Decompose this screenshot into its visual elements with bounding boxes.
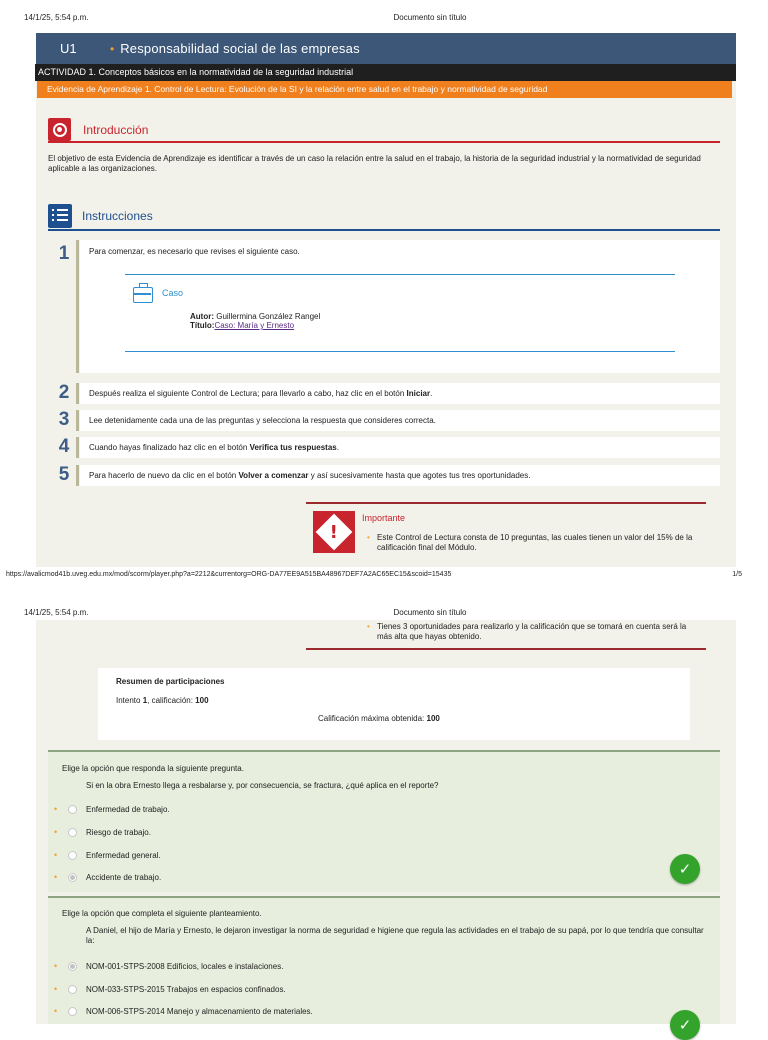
option[interactable]: • NOM-006-STPS-2014 Manejo y almacenamiento de materiales. xyxy=(54,1006,313,1016)
question-prompt: Elige la opción que completa el siguiente planteamiento. xyxy=(62,909,262,918)
intro-text: El objetivo de esta Evidencia de Aprendizaje es identificar a través de un caso la relación entre la salud en el trabajo, la historia de la seguridad industrial y la normatividad de seguridad aplicable a las organizaciones. xyxy=(48,154,701,173)
step-number: 3 xyxy=(58,409,70,430)
important-bullet-1: • Este Control de Lectura consta de 10 preguntas, las cuales tienen un valor del 15% de la calificación final del Módulo. xyxy=(377,533,697,552)
step-bar xyxy=(76,383,79,404)
radio-button[interactable] xyxy=(68,985,77,994)
step-1 xyxy=(50,240,720,373)
step-text-box: Después realiza el siguiente Control de Lectura; para llevarlo a cabo, haz clic en el botón Iniciar. xyxy=(80,383,720,404)
important-bottom-line xyxy=(306,648,706,650)
option[interactable]: • Enfermedad general. xyxy=(54,850,161,860)
radio-button-selected[interactable] xyxy=(68,962,77,971)
question-2 xyxy=(48,896,720,1034)
step-2 xyxy=(50,383,720,404)
instructions-divider xyxy=(48,229,720,231)
instructions-title: Instrucciones xyxy=(82,209,153,223)
important-title: Importante xyxy=(362,513,406,523)
evidence-bar: Evidencia de Aprendizaje 1. Control de Lectura: Evolución de la SI y la relación entre salud en el trabajo y normatividad de seguridad xyxy=(37,81,732,98)
question-text: Si en la obra Ernesto llega a resbalarse y, por consecuencia, se fractura, ¿qué aplica en el reporte? xyxy=(86,781,439,790)
radio-button[interactable] xyxy=(68,805,77,814)
option[interactable]: • Enfermedad de trabajo. xyxy=(54,804,170,814)
case-top-line xyxy=(125,274,675,275)
option[interactable]: • Riesgo de trabajo. xyxy=(54,827,151,837)
print-date: 14/1/25, 5:54 p.m. xyxy=(24,608,89,617)
intro-header xyxy=(48,118,148,141)
radio-button[interactable] xyxy=(68,851,77,860)
activity-bar: ACTIVIDAD 1. Conceptos básicos en la normatividad de la seguridad industrial xyxy=(35,64,736,81)
radio-button[interactable] xyxy=(68,828,77,837)
unit-label: U1 xyxy=(60,41,77,56)
step-number: 1 xyxy=(58,243,70,264)
radio-button[interactable] xyxy=(68,1007,77,1016)
course-title: Responsabilidad social de las empresas xyxy=(120,41,360,56)
unit-bar xyxy=(36,33,736,64)
case-link[interactable]: Caso: María y Ernesto xyxy=(214,321,295,330)
step-number: 4 xyxy=(58,436,70,457)
important-bullet-2: • Tienes 3 oportunidades para realizarlo y la calificación que se tomará en cuenta será la más alta que hayas obtenido. xyxy=(377,622,697,641)
print-header-2 xyxy=(0,595,768,615)
page-2 xyxy=(36,620,736,1034)
step-text-box xyxy=(80,240,720,373)
print-page-number: 1/5 xyxy=(732,571,742,578)
step-number: 2 xyxy=(58,382,70,403)
case-meta xyxy=(190,312,320,330)
summary-max: Calificación máxima obtenida: 100 xyxy=(318,714,440,723)
option[interactable]: • Accidente de trabajo. xyxy=(54,872,162,882)
author-name: Guillermina González Rangel xyxy=(214,312,321,321)
print-header xyxy=(0,0,768,20)
step-bar xyxy=(76,410,79,431)
correct-check-icon: ✓ xyxy=(670,854,700,884)
location-pin-icon xyxy=(48,118,71,141)
author-label: Autor: xyxy=(190,312,214,321)
step-text-box: Lee detenidamente cada una de las preguntas y selecciona la respuesta que consideres correcta. xyxy=(80,410,720,431)
question-1 xyxy=(48,750,720,892)
summary-title: Resumen de participaciones xyxy=(116,677,225,686)
summary-attempt: Intento 1, calificación: 100 xyxy=(116,696,209,705)
step-5 xyxy=(50,465,720,486)
intro-title: Introducción xyxy=(83,122,149,137)
radio-button-selected[interactable] xyxy=(68,873,77,882)
option[interactable]: • NOM-001-STPS-2008 Edificios, locales e instalaciones. xyxy=(54,961,284,971)
step-bar xyxy=(76,240,79,373)
case-label: Caso xyxy=(162,288,184,298)
step-4 xyxy=(50,437,720,458)
important-top-line xyxy=(306,502,706,504)
question-text: A Daniel, el hijo de María y Ernesto, le dejaron investigar la norma de seguridad e higiene que regula las actividades en el trabajo de su papá, por lo que tendría que consultar la: xyxy=(86,926,704,945)
step-text-box: Para hacerlo de nuevo da clic en el botón Volver a comenzar y así sucesivamente hasta que agotes tus tres oportunidades. xyxy=(80,465,720,486)
briefcase-icon xyxy=(133,287,153,303)
page-1 xyxy=(36,33,736,567)
bullet-icon: • xyxy=(110,41,115,56)
print-doc-title: Documento sin título xyxy=(393,608,467,617)
instructions-header xyxy=(48,204,153,228)
print-url: https://avalicmod41b.uveg.edu.mx/mod/scorm/player.php?a=2212&currentorg=ORG-DA77EE9A515BA48967DEF7A2AC65EC15&scoid=15435 xyxy=(6,571,452,578)
step-text-box: Cuando hayas finalizado haz clic en el botón Verifica tus respuestas. xyxy=(80,437,720,458)
question-prompt: Elige la opción que responda la siguiente pregunta. xyxy=(62,764,244,773)
case-bottom-line xyxy=(125,351,675,352)
step-3 xyxy=(50,410,720,431)
list-icon xyxy=(48,204,72,228)
print-date: 14/1/25, 5:54 p.m. xyxy=(24,13,89,22)
step-text: Para comenzar, es necesario que revises el siguiente caso. xyxy=(89,247,300,256)
option[interactable]: • NOM-033-STPS-2015 Trabajos en espacios confinados. xyxy=(54,984,286,994)
step-bar xyxy=(76,437,79,458)
step-number: 5 xyxy=(58,464,70,485)
step-bar xyxy=(76,465,79,486)
intro-divider xyxy=(48,141,720,143)
participation-summary xyxy=(98,668,690,740)
correct-check-icon: ✓ xyxy=(670,1010,700,1040)
title-label: Título: xyxy=(190,321,215,330)
print-doc-title: Documento sin título xyxy=(393,13,467,22)
warning-icon: ! xyxy=(313,511,355,553)
